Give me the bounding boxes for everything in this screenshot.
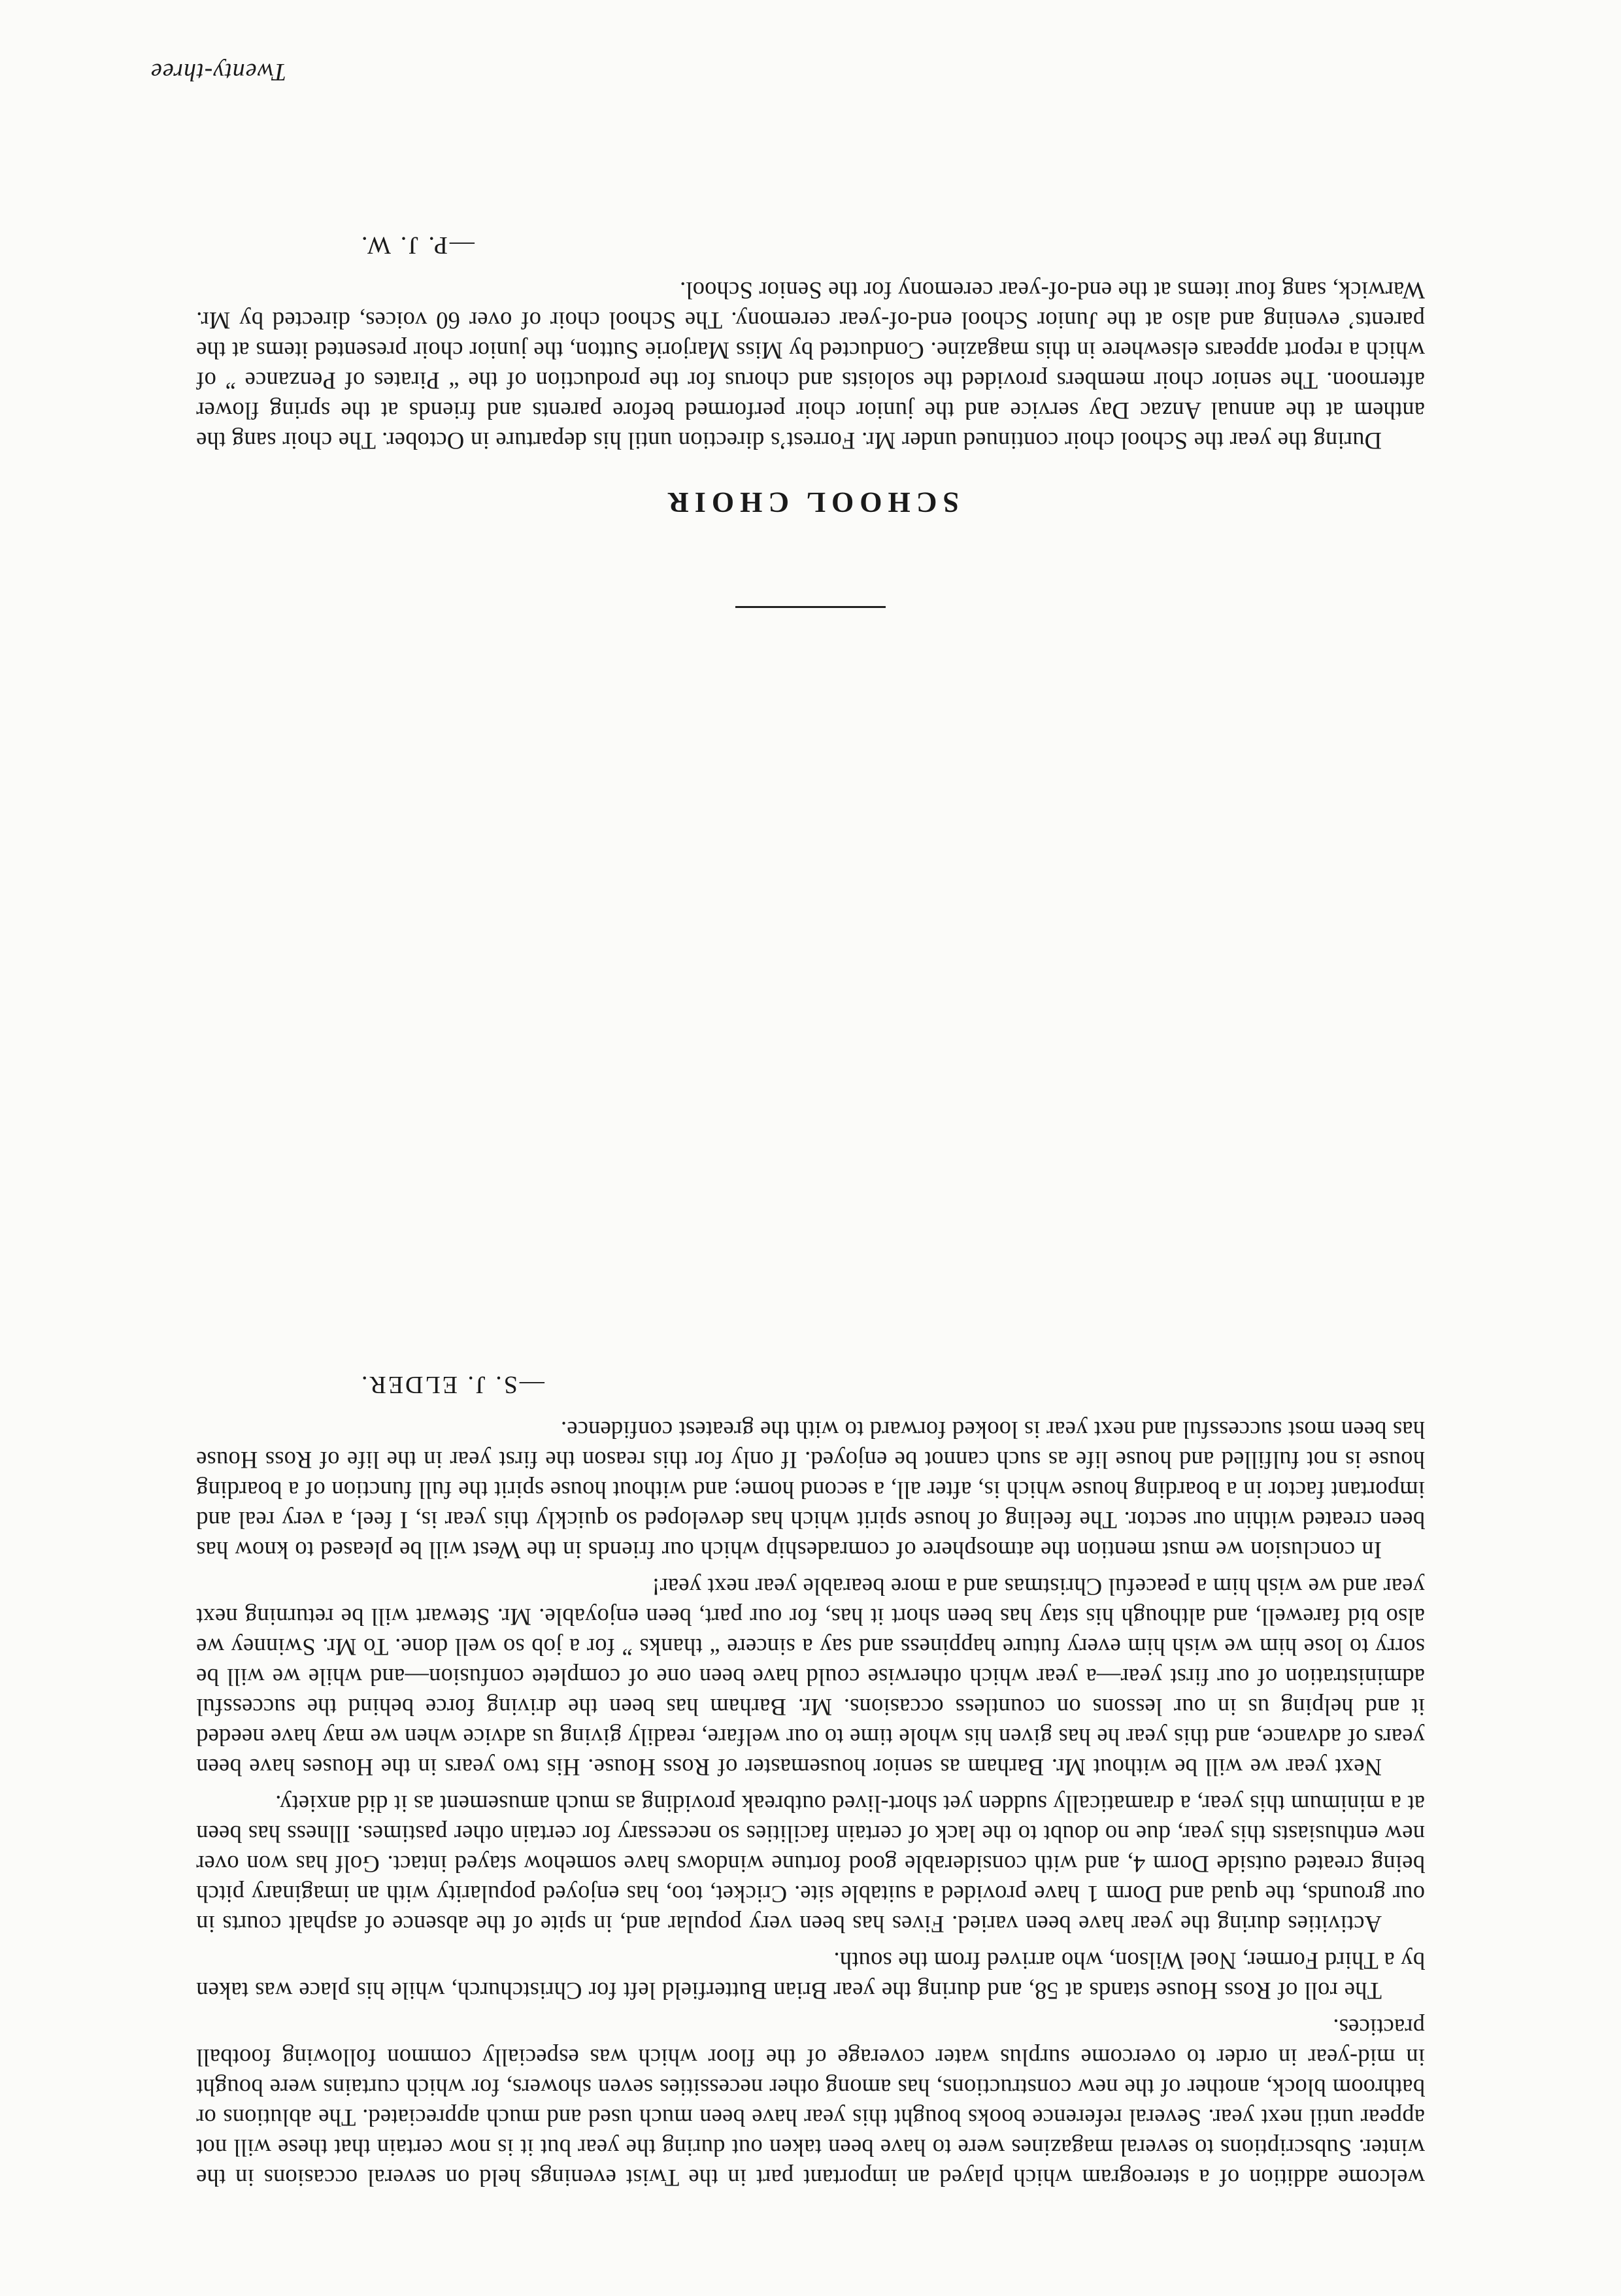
school-choir-article bbox=[196, 229, 1425, 519]
article-paragraph: In conclusion we must mention the atmosphere of comradeship which our friends in the West will be pleased to know has been created within our sector. The feeling of house spirit which has developed so quickly this year is, I feel, a very real and important factor in a boarding house which is, after all, a second home; and without house spirit the full function of a boarding house is not fulfilled and house life as such cannot be enjoyed. If only for this reason the first year in the life of Ross House has been most successful and next year is looked forward to with the greatest confidence. bbox=[196, 1417, 1425, 1564]
author-signature: —P. J. W. bbox=[359, 231, 475, 259]
page-number: Twenty-three bbox=[150, 58, 287, 86]
article-paragraph: Activities during the year have been varied. Fives has been very popular and, in spite of the absence of asphalt courts in our grounds, the quad and Dorm 1 have provided a suitable site. Cricket, too, has enjoyed popularity with an imaginary pitch being created outside Dorm 4, and with considerable good fortune windows have somehow stayed intact. Golf has won over new enthusiasts this year, due no doubt to the lack of certain facilities so necessary for certain other pastimes. Illness has been at a minimum this year, a dramatically sudden yet short-lived outbreak providing as much amusement as it did anxiety. bbox=[196, 1791, 1425, 1938]
section-divider bbox=[735, 606, 886, 608]
author-signature: —S. J. ELDER. bbox=[359, 1371, 544, 1398]
article-paragraph: During the year the School choir continued under Mr. Forrest’s direction until his departure in October. The choir sang the anthem at the annual Anzac Day service and the junior choir performed before parents and friends at the spring flower afternoon. The senior choir members provided the soloists and chorus for the production of the “ Pirates of Penzance ” of which a report appears elsewhere in this magazine. Conducted by Miss Marjorie Sutton, the junior choir presented items at the parents’ evening and also at the Junior School end-of-year ceremony. The School choir of over 60 voices, directed by Mr. Warwick, sang four items at the end-of-year ceremony for the Senior School. bbox=[196, 277, 1425, 454]
ross-house-article bbox=[196, 1369, 1425, 2193]
section-heading: SCHOOL CHOIR bbox=[662, 486, 959, 518]
article-paragraph: The roll of Ross House stands at 58, and during the year Brian Butterfield left for Christchurch, while his place was taken by a Third Former, Noel Wilson, who arrived from the south. bbox=[196, 1948, 1425, 2004]
article-paragraph: welcome addition of a stereogram which played an important part in the Twist evenings held on several occasions in the winter. Subscriptions to several magazines were to have been taken out during the year but it is now certain that these will not appear until next year. Several reference books bought this year have been much used and much appreciated. The ablutions or bathroom block, another of the new constructions, has among other necessities seven showers, for which curtains were bought in mid-year in order to overcome surplus water coverage of the floor which was especially common following football practices. bbox=[196, 2014, 1425, 2191]
article-paragraph: Next year we will be without Mr. Barham as senior housemaster of Ross House. His two years in the Houses have been years of advance, and this year he has given his whole time to our welfare, readily giving us advice when we may have needed it and helping us in our lessons on countless occasions. Mr. Barham has been the driving force behind the successful administration of our first year—a year which otherwise could have been one of complete confusion—and while we will be sorry to lose him we wish him every future happiness and say a sincere “ thanks ” for a job so well done. To Mr. Swinney we also bid farewell, and although his stay has been short it has, for our part, been enjoyable. Mr. Stewart will be returning next year and we wish him a peaceful Christmas and a more bearable year next year! bbox=[196, 1574, 1425, 1781]
section-divider-wrap bbox=[196, 606, 1425, 608]
